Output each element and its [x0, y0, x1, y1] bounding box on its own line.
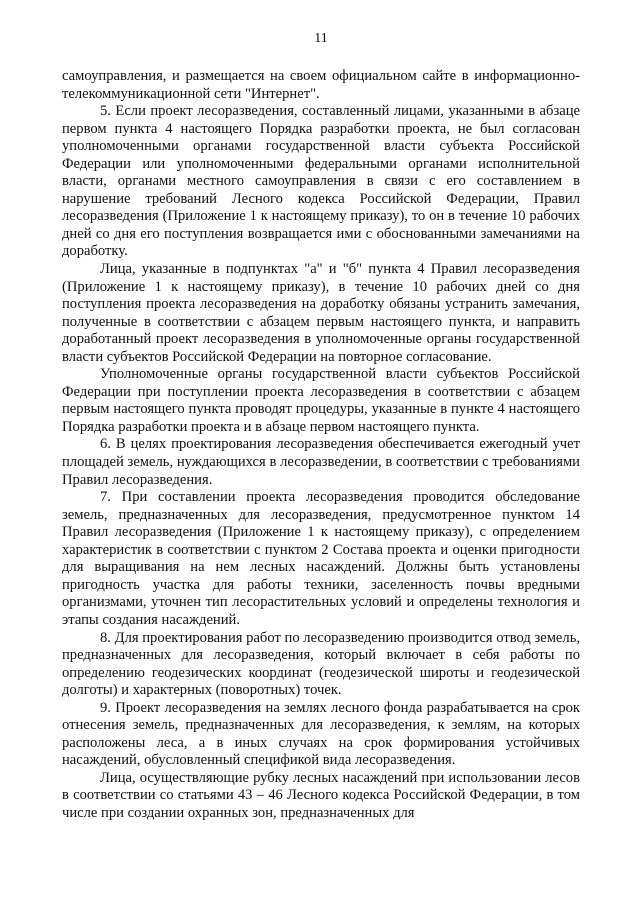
paragraph-item-5-revision: Лица, указанные в подпунктах "а" и "б" пункта 4 Правил лесоразведения (Приложение 1 к настоящему приказу), в течение 10 рабочих дней со дня поступления проекта лесоразведения на доработку обязаны устранить замечания, полученные в соответствии с абзацем первым настоящего пункта, и направить доработанный проект лесоразведения в уполномоченные органы государственной власти субъектов Российской Федерации на повторное согласование.	[62, 261, 580, 365]
paragraph-continuation: самоуправления, и размещается на своем официальном сайте в информационно-телекоммуникационной сети "Интернет".	[62, 68, 580, 102]
document-page	[62, 30, 580, 823]
paragraph-item-9-felling: Лица, осуществляющие рубку лесных насаждений при использовании лесов в соответствии со статьями 43 – 46 Лесного кодекса Российской Федерации, в том числе при создании охранных зон, предназначенных для	[62, 769, 580, 821]
paragraph-item-8: 8. Для проектирования работ по лесоразведению производится отвод земель, предназначенных для лесоразведения, который включает в себя работы по определению геодезических координат (геодезической широты и геодезической долготы) и характерных (поворотных) точек.	[62, 629, 580, 699]
paragraph-item-5: 5. Если проект лесоразведения, составленный лицами, указанными в абзаце первом пункта 4 настоящего Порядка разработки проекта, не был согласован уполномоченными органами государственной власти субъекта Российской Федерации или уполномоченными федеральными органами исполнительной власти, органами местного самоуправления в связи с его составлением в нарушение требований Лесного кодекса Российской Федерации, Правил лесоразведения (Приложение 1 к настоящему приказу), то он в течение 10 рабочих дней со дня его поступления возвращается ими с обоснованными замечаниями на доработку.	[62, 103, 580, 260]
paragraph-item-5-procedure: Уполномоченные органы государственной власти субъектов Российской Федерации при поступлении проекта лесоразведения в соответствии с абзацем первым настоящего пункта проводят процедуры, указанные в пункте 4 настоящего Порядка разработки проекта и в абзаце первом настоящего пункта.	[62, 366, 580, 435]
paragraph-item-7: 7. При составлении проекта лесоразведения проводится обследование земель, предназначенных для лесоразведения, предусмотренное пунктом 14 Правил лесоразведения (Приложение 1 к настоящему приказу), с определением характеристик в соответствии с пунктом 2 Состава проекта и оценки пригодности для выращивания на нем лесных насаждений. Должны быть установлены пригодность участка для работы техники, заселенность почвы вредными организмами, уточнен тип лесорастительных условий и определены технология и этапы создания насаждений.	[62, 489, 580, 628]
page-number: 11	[314, 31, 328, 46]
paragraph-item-6: 6. В целях проектирования лесоразведения обеспечивается ежегодный учет площадей земель, нуждающихся в лесоразведении, в соответствии с требованиями Правил лесоразведения.	[62, 436, 580, 488]
paragraph-item-9: 9. Проект лесоразведения на землях лесного фонда разрабатывается на срок отнесения земель, предназначенных для лесоразведения, к землям, на которых расположены леса, а в иных случаях на срок формирования устойчивых насаждений, обусловленный спецификой вида лесоразведения.	[62, 699, 580, 769]
